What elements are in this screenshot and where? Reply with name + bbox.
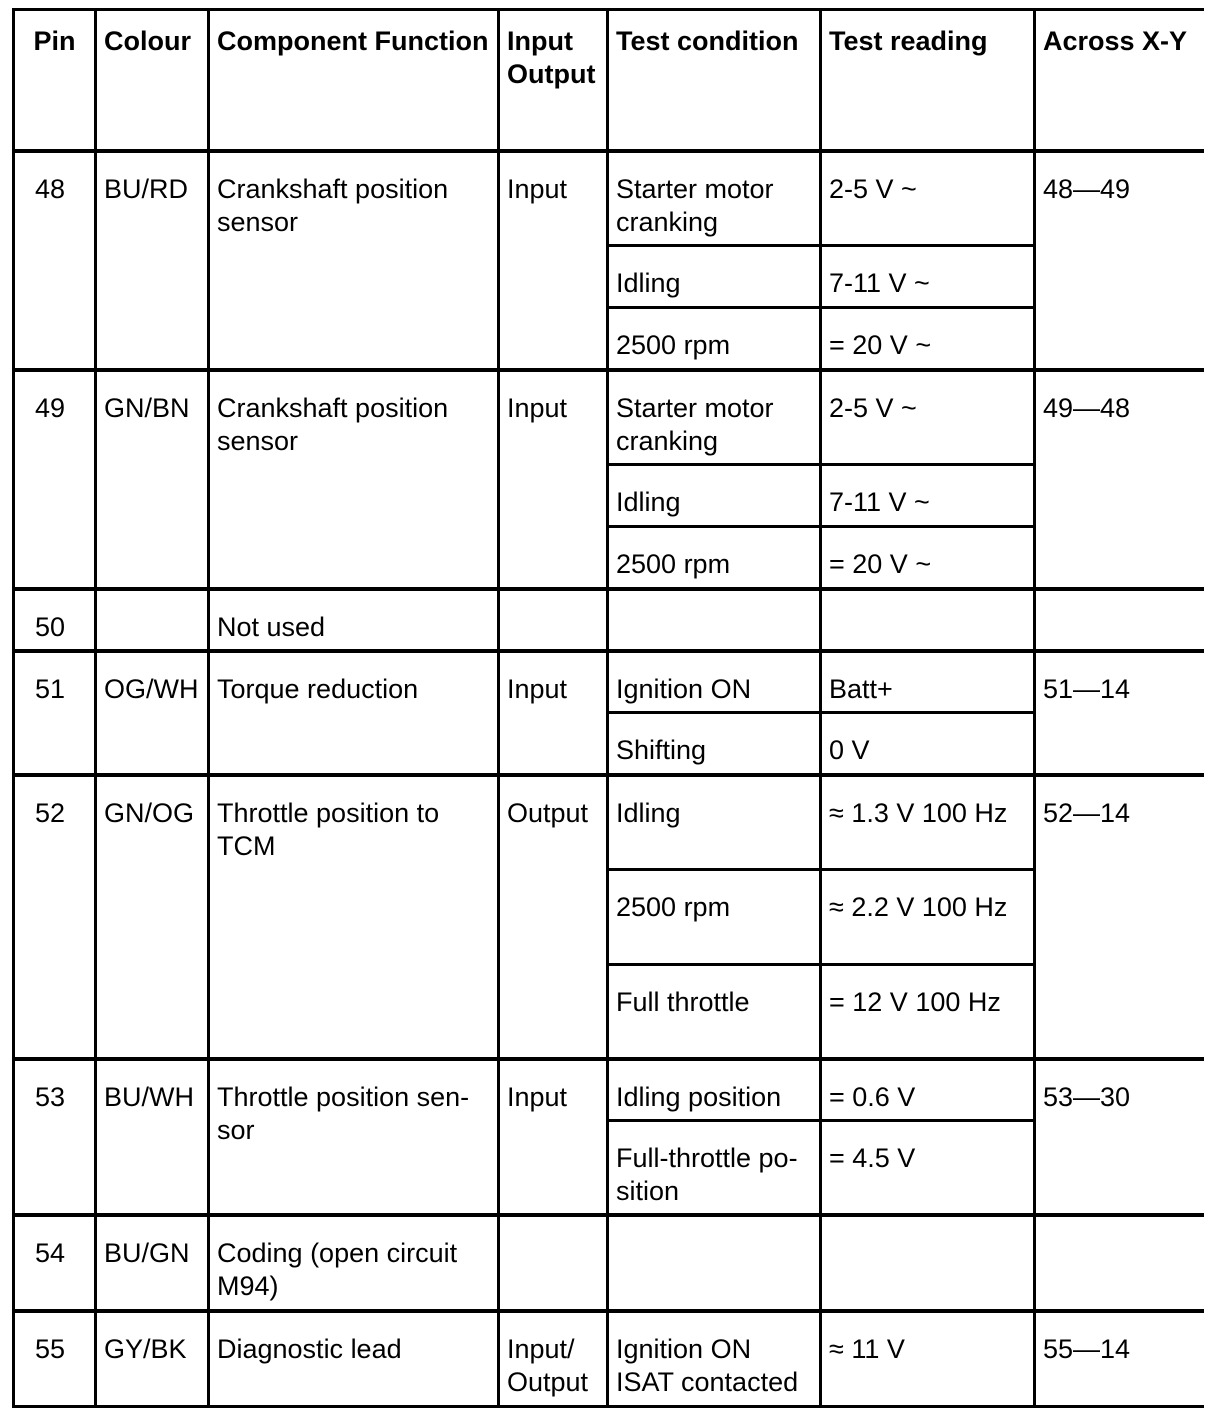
table-row bbox=[14, 589, 1204, 651]
function-cell: Crankshaft position sensor bbox=[209, 151, 499, 370]
table-row bbox=[14, 1215, 1204, 1311]
test-reading-cell: 2-5 V ~ bbox=[821, 370, 1035, 465]
colour-cell: GY/BK bbox=[96, 1311, 209, 1407]
test-reading-cell: = 0.6 V bbox=[821, 1059, 1035, 1121]
test-condition-cell: Ignition ON bbox=[608, 651, 821, 713]
function-cell: Crankshaft position sensor bbox=[209, 370, 499, 589]
test-condition-cell: Idling bbox=[608, 775, 821, 870]
io-cell: Output bbox=[499, 775, 608, 1059]
colour-cell: BU/WH bbox=[96, 1059, 209, 1215]
io-cell: Input bbox=[499, 151, 608, 370]
test-condition-cell bbox=[608, 589, 821, 651]
header-component-function: Component Function bbox=[209, 10, 499, 152]
colour-cell: BU/GN bbox=[96, 1215, 209, 1311]
header-colour: Colour bbox=[96, 10, 209, 152]
table-row bbox=[14, 1059, 1204, 1121]
function-cell: Throttle position to TCM bbox=[209, 775, 499, 1059]
pin-cell: 55 bbox=[14, 1311, 96, 1407]
test-condition-cell: Shifting bbox=[608, 713, 821, 776]
test-condition-cell: Ignition ON ISAT contacted bbox=[608, 1311, 821, 1407]
table-row bbox=[14, 370, 1204, 465]
test-condition-cell: 2500 rpm bbox=[608, 870, 821, 965]
test-reading-cell: ≈ 1.3 V 100 Hz bbox=[821, 775, 1035, 870]
header-test-reading: Test reading bbox=[821, 10, 1035, 152]
io-cell: Input bbox=[499, 370, 608, 589]
test-condition-cell: Full throttle bbox=[608, 965, 821, 1060]
across-cell: 52—14 bbox=[1035, 775, 1204, 1059]
across-cell bbox=[1035, 589, 1204, 651]
header-row bbox=[14, 10, 1204, 152]
colour-cell bbox=[96, 589, 209, 651]
test-reading-cell: ≈ 11 V bbox=[821, 1311, 1035, 1407]
test-condition-cell bbox=[608, 1215, 821, 1311]
table-row bbox=[14, 651, 1204, 713]
header-test-condition: Test condition bbox=[608, 10, 821, 152]
across-cell: 48—49 bbox=[1035, 151, 1204, 370]
function-cell: Throttle position sen-sor bbox=[209, 1059, 499, 1215]
test-reading-cell: = 4.5 V bbox=[821, 1121, 1035, 1216]
header-pin: Pin bbox=[14, 10, 96, 152]
test-reading-cell: 7-11 V ~ bbox=[821, 246, 1035, 308]
test-condition-cell: 2500 rpm bbox=[608, 308, 821, 371]
pin-assignment-table bbox=[12, 8, 1204, 1408]
table-row bbox=[14, 775, 1204, 870]
io-cell: Input bbox=[499, 1059, 608, 1215]
test-reading-cell: = 20 V ~ bbox=[821, 308, 1035, 371]
pin-cell: 51 bbox=[14, 651, 96, 775]
colour-cell: BU/RD bbox=[96, 151, 209, 370]
function-cell: Diagnostic lead bbox=[209, 1311, 499, 1407]
pin-cell: 54 bbox=[14, 1215, 96, 1311]
function-cell: Not used bbox=[209, 589, 499, 651]
across-cell bbox=[1035, 1215, 1204, 1311]
test-condition-cell: Idling bbox=[608, 246, 821, 308]
test-reading-cell: 2-5 V ~ bbox=[821, 151, 1035, 246]
io-cell: Input/ Output bbox=[499, 1311, 608, 1407]
test-condition-cell: Starter motor cranking bbox=[608, 370, 821, 465]
function-cell: Torque reduction bbox=[209, 651, 499, 775]
test-condition-cell: Idling bbox=[608, 465, 821, 527]
colour-cell: GN/BN bbox=[96, 370, 209, 589]
test-condition-cell: Idling position bbox=[608, 1059, 821, 1121]
test-condition-cell: Full-throttle po-sition bbox=[608, 1121, 821, 1216]
across-cell: 51—14 bbox=[1035, 651, 1204, 775]
across-cell: 49—48 bbox=[1035, 370, 1204, 589]
across-cell: 55—14 bbox=[1035, 1311, 1204, 1407]
header-across: Across X-Y bbox=[1035, 10, 1204, 152]
test-reading-cell: 7-11 V ~ bbox=[821, 465, 1035, 527]
test-reading-cell bbox=[821, 589, 1035, 651]
io-cell bbox=[499, 589, 608, 651]
test-reading-cell: Batt+ bbox=[821, 651, 1035, 713]
colour-cell: OG/WH bbox=[96, 651, 209, 775]
test-reading-cell: = 20 V ~ bbox=[821, 527, 1035, 590]
pin-cell: 49 bbox=[14, 370, 96, 589]
test-condition-cell: 2500 rpm bbox=[608, 527, 821, 590]
header-input-output: Input Output bbox=[499, 10, 608, 152]
test-condition-cell: Starter motor cranking bbox=[608, 151, 821, 246]
function-cell: Coding (open circuit M94) bbox=[209, 1215, 499, 1311]
table-row bbox=[14, 151, 1204, 246]
test-reading-cell bbox=[821, 1215, 1035, 1311]
test-reading-cell: ≈ 2.2 V 100 Hz bbox=[821, 870, 1035, 965]
pin-cell: 53 bbox=[14, 1059, 96, 1215]
colour-cell: GN/OG bbox=[96, 775, 209, 1059]
pin-cell: 50 bbox=[14, 589, 96, 651]
test-reading-cell: = 12 V 100 Hz bbox=[821, 965, 1035, 1060]
test-reading-cell: 0 V bbox=[821, 713, 1035, 776]
io-cell: Input bbox=[499, 651, 608, 775]
table-body bbox=[14, 151, 1204, 1407]
pin-cell: 52 bbox=[14, 775, 96, 1059]
pin-cell: 48 bbox=[14, 151, 96, 370]
io-cell bbox=[499, 1215, 608, 1311]
table-row bbox=[14, 1311, 1204, 1407]
across-cell: 53—30 bbox=[1035, 1059, 1204, 1215]
